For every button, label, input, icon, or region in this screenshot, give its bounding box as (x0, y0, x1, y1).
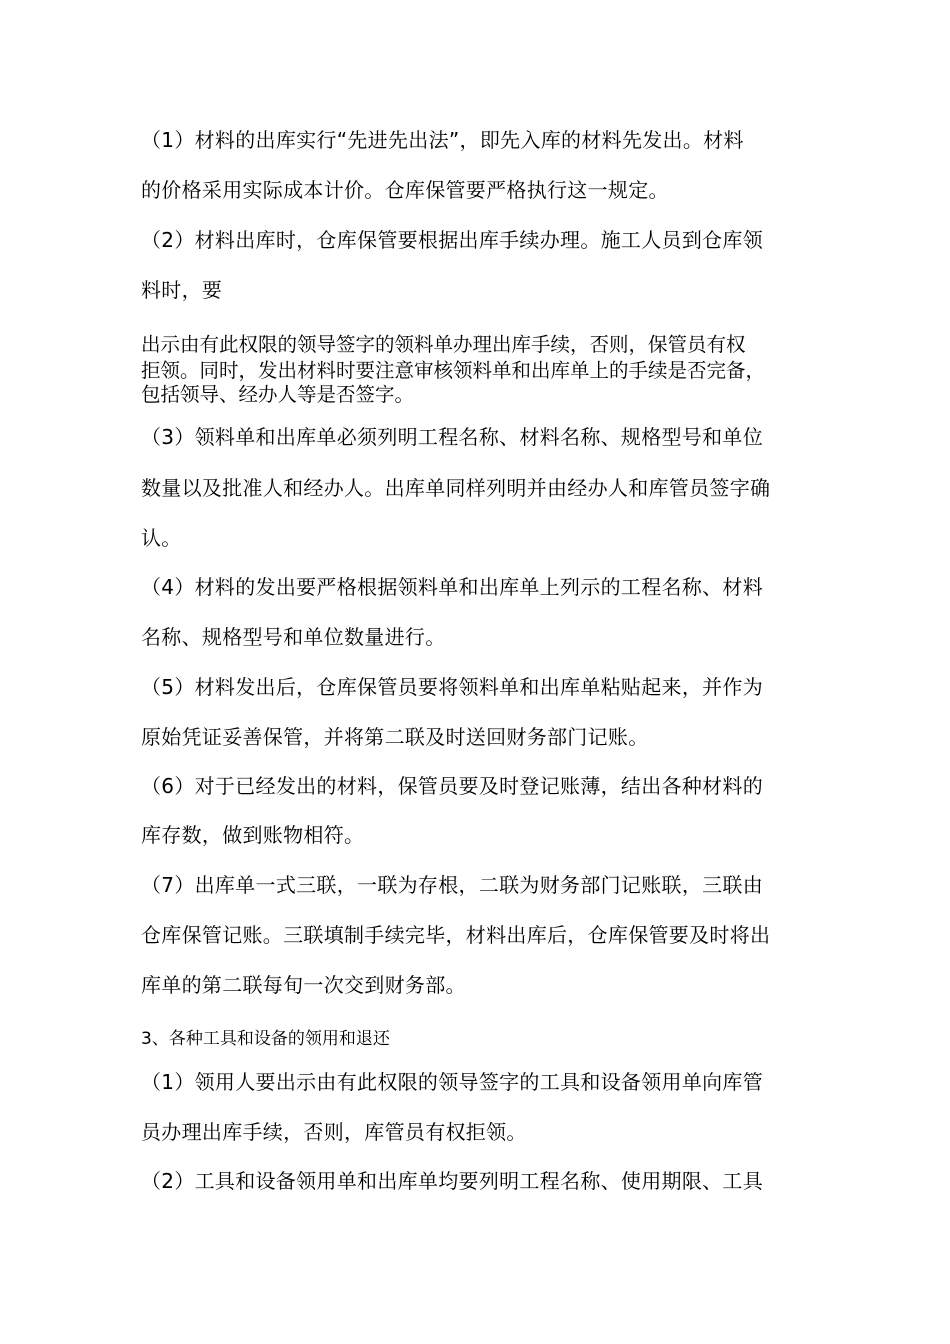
paragraph-line: 料时，要 (141, 278, 223, 302)
section-heading: 3、各种工具和设备的领用和退还 (141, 1029, 390, 1049)
paragraph-line: （2）材料出库时，仓库保管要根据出库手续办理。施工人员到仓库领 (141, 228, 764, 252)
paragraph-line: （7）出库单一式三联，一联为存根，二联为财务部门记账联，三联由 (141, 873, 764, 897)
paragraph-line: 的价格采用实际成本计价。仓库保管要严格执行这一规定。 (141, 178, 669, 202)
paragraph-line: （3）领料单和出库单必须列明工程名称、材料名称、规格型号和单位 (141, 425, 764, 449)
paragraph-line: 名称、规格型号和单位数量进行。 (141, 625, 446, 649)
paragraph-line: （5）材料发出后，仓库保管员要将领料单和出库单粘贴起来，并作为 (141, 675, 764, 699)
paragraph-line: （1）领用人要出示由有此权限的领导签字的工具和设备领用单向库管 (141, 1070, 764, 1094)
paragraph-line: （4）材料的发出要严格根据领料单和出库单上列示的工程名称、材料 (141, 575, 764, 599)
paragraph-line: 认。 (141, 526, 182, 550)
paragraph-line: 数量以及批准人和经办人。出库单同样列明并由经办人和库管员签字确 (141, 476, 771, 500)
paragraph-line: 仓库保管记账。三联填制手续完毕，材料出库后，仓库保管要及时将出 (141, 923, 771, 947)
paragraph-line: 包括领导、经办人等是否签字。 (141, 383, 415, 406)
paragraph-line: （1）材料的出库实行“先进先出法”，即先入库的材料先发出。材料 (141, 128, 744, 152)
paragraph-line: （6）对于已经发出的材料，保管员要及时登记账薄，结出各种材料的 (141, 774, 764, 798)
paragraph-line: 出示由有此权限的领导签字的领料单办理出库手续，否则，保管员有权 (141, 333, 746, 356)
paragraph-line: 员办理出库手续，否则，库管员有权拒领。 (141, 1120, 527, 1144)
paragraph-line: 原始凭证妥善保管，并将第二联及时送回财务部门记账。 (141, 725, 649, 749)
paragraph-line: 库存数，做到账物相符。 (141, 823, 365, 847)
paragraph-line: 库单的第二联每旬一次交到财务部。 (141, 973, 466, 997)
paragraph-line: （2）工具和设备领用单和出库单均要列明工程名称、使用期限、工具 (141, 1169, 764, 1193)
paragraph-line: 拒领。同时，发出材料时要注意审核领料单和出库单上的手续是否完备， (141, 359, 766, 382)
